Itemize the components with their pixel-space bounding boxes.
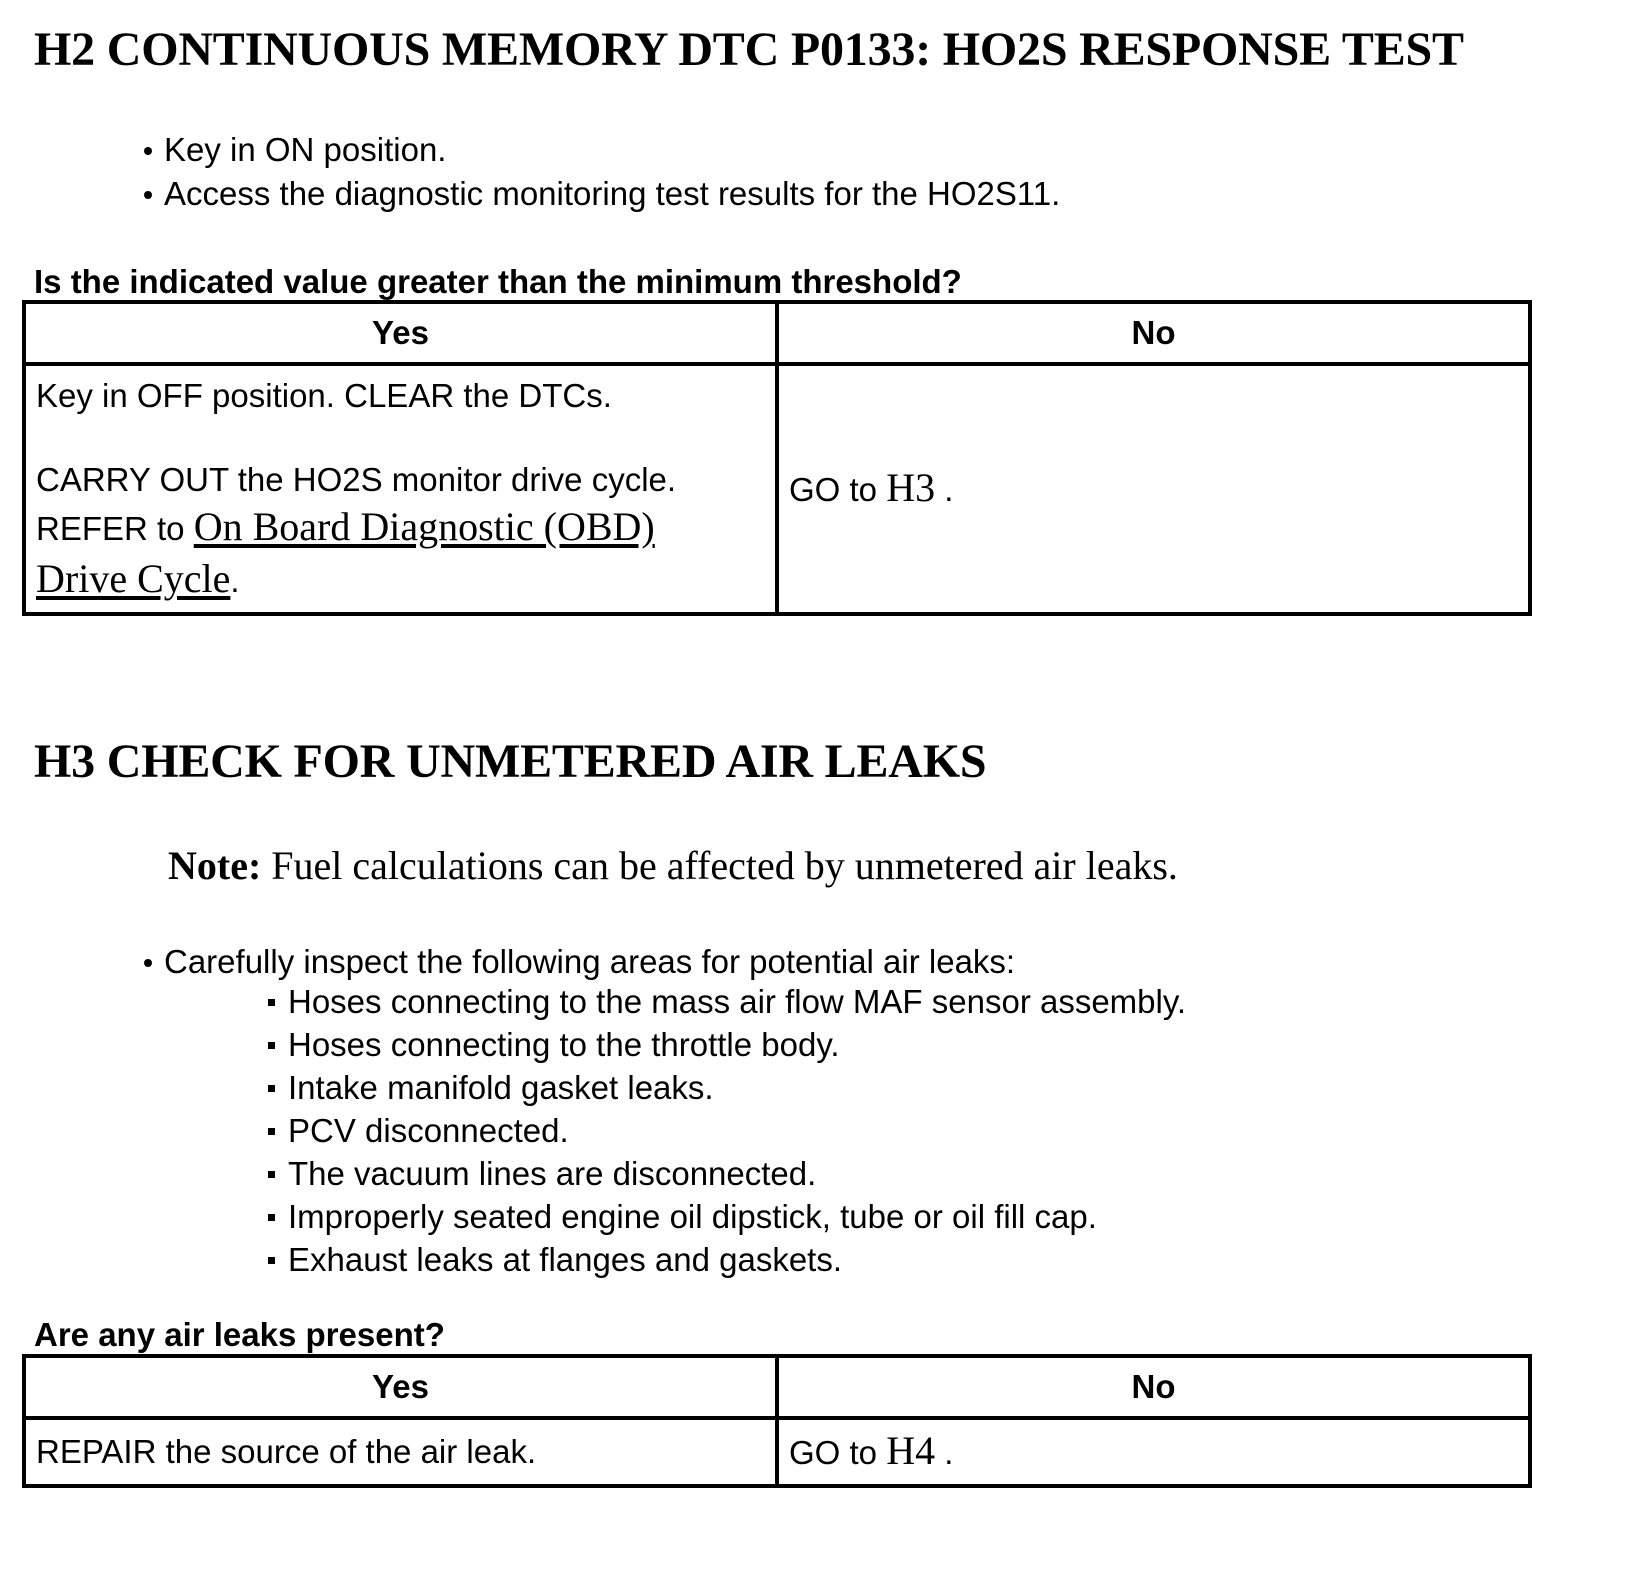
- note-text: Fuel calculations can be affected by unmetered air leaks.: [261, 843, 1178, 888]
- list-item: Exhaust leaks at flanges and gaskets.: [264, 1238, 1186, 1281]
- air-leak-areas: [264, 980, 1186, 1281]
- list-item: Access the diagnostic monitoring test results for the HO2S11.: [140, 172, 1060, 216]
- go-to-prefix: GO to: [789, 471, 887, 508]
- h3-title: H3 CHECK FOR UNMETERED AIR LEAKS: [34, 735, 987, 788]
- yes-cell: REPAIR the source of the air leak.: [24, 1418, 777, 1486]
- go-to-suffix: .: [935, 471, 954, 508]
- no-cell: [777, 1418, 1530, 1486]
- go-to-h4-link[interactable]: H4: [886, 1428, 936, 1473]
- list-item: Hoses connecting to the throttle body.: [264, 1023, 1186, 1066]
- h2-steps: [140, 128, 1060, 216]
- note-label: Note:: [168, 843, 262, 888]
- h2-question: Is the indicated value greater than the minimum threshold?: [34, 263, 962, 300]
- h2-decision-table: [22, 300, 1532, 616]
- no-header: No: [777, 1356, 1530, 1418]
- h3-decision-table: [22, 1354, 1532, 1488]
- go-to-prefix: GO to: [789, 1434, 887, 1471]
- list-item: Improperly seated engine oil dipstick, tube or oil fill cap.: [264, 1195, 1186, 1238]
- no-header: No: [777, 302, 1530, 364]
- link-text-1: On Board Diagnostic (OBD): [193, 504, 655, 549]
- h3-question: Are any air leaks present?: [34, 1316, 445, 1353]
- note: [168, 843, 1178, 888]
- yes-cell: [24, 364, 777, 614]
- list-item: Carefully inspect the following areas for potential air leaks:: [140, 940, 1015, 984]
- yes-header: Yes: [24, 1356, 777, 1418]
- list-item: PCV disconnected.: [264, 1109, 1186, 1152]
- go-to-suffix: .: [935, 1434, 954, 1471]
- link-text-2: Drive Cycle: [36, 556, 231, 601]
- list-item: Key in ON position.: [140, 128, 1060, 172]
- list-item: Intake manifold gasket leaks.: [264, 1066, 1186, 1109]
- list-item: Hoses connecting to the mass air flow MAF sensor assembly.: [264, 980, 1186, 1023]
- h3-steps: [140, 940, 1015, 984]
- refer-prefix: REFER to: [36, 510, 194, 547]
- yes-header: Yes: [24, 302, 777, 364]
- list-item: The vacuum lines are disconnected.: [264, 1152, 1186, 1195]
- yes-line-2: CARRY OUT the HO2S monitor drive cycle.: [36, 461, 677, 498]
- refer-suffix: .: [230, 562, 240, 599]
- go-to-h3-link[interactable]: H3: [886, 465, 936, 510]
- yes-line-1: Key in OFF position. CLEAR the DTCs.: [36, 377, 612, 414]
- no-cell: [777, 364, 1530, 614]
- h2-title: H2 CONTINUOUS MEMORY DTC P0133: HO2S RESPONSE TEST: [34, 23, 1464, 76]
